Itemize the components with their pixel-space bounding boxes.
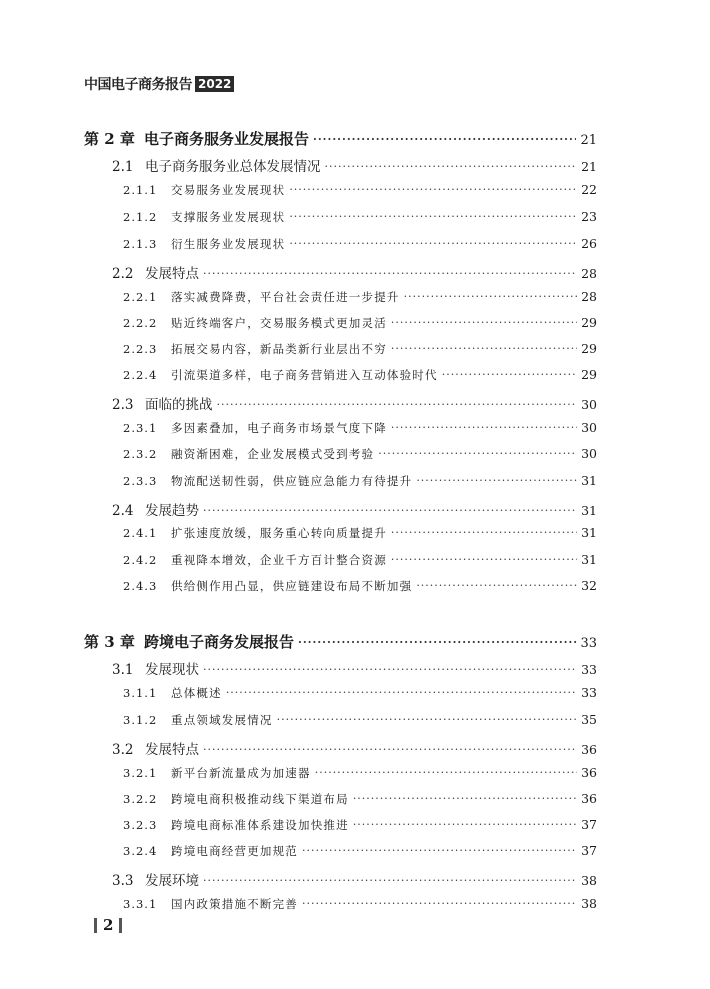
toc-subsection-entry[interactable] xyxy=(123,420,597,436)
toc-entry-title: 新平台新流量成为加速器 xyxy=(171,766,311,780)
toc-entry-page: 28 xyxy=(581,266,597,281)
toc-section-entry[interactable] xyxy=(112,155,597,175)
toc-entry-number: 2.3.1 xyxy=(123,421,158,435)
toc-entry-page: 36 xyxy=(581,742,597,757)
toc-dot-leader xyxy=(391,526,577,538)
toc-entry-page: 21 xyxy=(580,133,597,148)
toc-entry-number: 3.2 xyxy=(112,742,134,758)
toc-dot-leader xyxy=(203,502,577,516)
toc-entry-number: 2.3 xyxy=(112,397,134,413)
toc-entry-title: 跨境电子商务发展报告 xyxy=(144,633,295,651)
toc-subsection-entry[interactable] xyxy=(123,817,597,833)
toc-entry-number: 2.1.2 xyxy=(123,210,158,224)
toc-dot-leader xyxy=(203,661,577,675)
toc-entry-title: 发展趋势 xyxy=(145,503,199,519)
toc-section-entry[interactable] xyxy=(112,262,597,282)
toc-entry-title: 供给侧作用凸显，供应链建设布局不断加强 xyxy=(171,579,413,593)
toc-subsection-entry[interactable] xyxy=(123,446,597,462)
toc-entry-title: 面临的挑战 xyxy=(145,397,213,413)
toc-section-entry[interactable] xyxy=(112,738,597,758)
toc-dot-leader xyxy=(353,818,577,830)
toc-entry-number: 3.3 xyxy=(112,873,134,889)
footer-bar-left xyxy=(94,918,97,933)
toc-entry-page: 29 xyxy=(581,341,597,356)
toc-dot-leader xyxy=(289,210,577,222)
toc-entry-page: 30 xyxy=(581,397,597,412)
toc-entry-number: 3.1.1 xyxy=(123,686,158,700)
toc-entry-number: 第 3 章 xyxy=(84,633,135,651)
toc-dot-leader xyxy=(302,844,577,856)
toc-entry-number: 2.4.2 xyxy=(123,553,158,567)
toc-dot-leader xyxy=(277,713,577,725)
report-year-badge: 2022 xyxy=(195,76,234,92)
toc-dot-leader xyxy=(302,897,577,909)
toc-dot-leader xyxy=(203,741,577,755)
toc-section-entry[interactable] xyxy=(112,869,597,889)
toc-entry-title: 重视降本增效，企业千方百计整合资源 xyxy=(171,553,387,567)
toc-dot-leader xyxy=(416,579,577,591)
toc-entry-page: 31 xyxy=(581,525,597,540)
toc-entry-number: 第 2 章 xyxy=(84,130,135,148)
toc-entry-title: 国内政策措施不断完善 xyxy=(171,897,298,911)
toc-entry-number: 3.2.1 xyxy=(123,766,158,780)
toc-subsection-entry[interactable] xyxy=(123,182,597,198)
toc-entry-title: 电子商务服务业总体发展情况 xyxy=(145,159,321,175)
toc-entry-page: 31 xyxy=(581,552,597,567)
toc-entry-page: 30 xyxy=(581,420,597,435)
toc-subsection-entry[interactable] xyxy=(123,896,597,912)
toc-subsection-entry[interactable] xyxy=(123,685,597,701)
toc-entry-title: 发展特点 xyxy=(145,742,199,758)
toc-entry-page: 31 xyxy=(581,503,597,518)
toc-entry-number: 3.1.2 xyxy=(123,713,158,727)
toc-entry-number: 2.3.3 xyxy=(123,474,158,488)
toc-dot-leader xyxy=(378,447,577,459)
toc-entry-page: 33 xyxy=(581,685,597,700)
toc-entry-number: 2.4.1 xyxy=(123,526,158,540)
toc-dot-leader xyxy=(313,129,576,144)
toc-entry-number: 2.2 xyxy=(112,266,134,282)
toc-dot-leader xyxy=(203,265,577,279)
toc-dot-leader xyxy=(325,158,578,172)
toc-entry-title: 衍生服务业发展现状 xyxy=(171,237,286,251)
toc-dot-leader xyxy=(315,766,577,778)
toc-entry-page: 35 xyxy=(581,712,597,727)
toc-entry-title: 多因素叠加，电子商务市场景气度下降 xyxy=(171,421,387,435)
toc-dot-leader xyxy=(404,290,577,302)
toc-entry-number: 3.3.1 xyxy=(123,897,158,911)
report-title: 中国电子商务报告 xyxy=(84,77,192,93)
toc-entry-number: 2.1.1 xyxy=(123,183,158,197)
toc-subsection-entry[interactable] xyxy=(123,765,597,781)
toc-entry-title: 引流渠道多样，电子商务营销进入互动体验时代 xyxy=(171,368,438,382)
toc-entry-page: 37 xyxy=(581,843,597,858)
toc-subsection-entry[interactable] xyxy=(123,791,597,807)
toc-entry-page: 33 xyxy=(581,662,597,677)
toc-dot-leader xyxy=(391,421,577,433)
toc-entry-number: 2.1.3 xyxy=(123,237,158,251)
toc-dot-leader xyxy=(298,632,576,647)
toc-chapter-entry[interactable] xyxy=(84,128,597,149)
toc-section-entry[interactable] xyxy=(112,393,597,413)
toc-entry-title: 跨境电商积极推动线下渠道布局 xyxy=(171,792,349,806)
toc-entry-page: 36 xyxy=(581,765,597,780)
toc-entry-page: 33 xyxy=(580,636,597,651)
toc-entry-number: 2.4.3 xyxy=(123,579,158,593)
toc-dot-leader xyxy=(226,686,577,698)
toc-subsection-entry[interactable] xyxy=(123,712,597,728)
toc-entry-number: 2.3.2 xyxy=(123,447,158,461)
toc-entry-title: 扩张速度放缓，服务重心转向质量提升 xyxy=(171,526,387,540)
toc-entry-title: 重点领域发展情况 xyxy=(171,713,273,727)
toc-entry-page: 37 xyxy=(581,817,597,832)
footer-bar-right xyxy=(119,918,122,933)
toc-entry-title: 发展现状 xyxy=(145,662,199,678)
toc-dot-leader xyxy=(416,474,577,486)
toc-subsection-entry[interactable] xyxy=(123,341,597,357)
toc-chapter-entry[interactable] xyxy=(84,631,597,652)
toc-entry-number: 2.1 xyxy=(112,159,134,175)
toc-entry-number: 2.2.4 xyxy=(123,368,158,382)
toc-entry-title: 电子商务服务业发展报告 xyxy=(144,130,310,148)
toc-entry-page: 23 xyxy=(581,209,597,224)
toc-subsection-entry[interactable] xyxy=(123,209,597,225)
toc-entry-page: 21 xyxy=(581,159,597,174)
page-footer xyxy=(88,916,128,934)
toc-section-entry[interactable] xyxy=(112,499,597,519)
toc-entry-number: 3.2.3 xyxy=(123,818,158,832)
toc-dot-leader xyxy=(391,316,577,328)
toc-dot-leader xyxy=(442,368,577,380)
toc-entry-title: 物流配送韧性弱，供应链应急能力有待提升 xyxy=(171,474,413,488)
toc-subsection-entry[interactable] xyxy=(123,473,597,489)
toc-subsection-entry[interactable] xyxy=(123,525,597,541)
toc-entry-title: 交易服务业发展现状 xyxy=(171,183,286,197)
toc-entry-number: 3.2.4 xyxy=(123,844,158,858)
toc-subsection-entry[interactable] xyxy=(123,552,597,568)
toc-entry-page: 38 xyxy=(581,873,597,888)
toc-entry-number: 2.2.3 xyxy=(123,342,158,356)
toc-entry-page: 29 xyxy=(581,367,597,382)
toc-entry-number: 2.2.1 xyxy=(123,290,158,304)
toc-subsection-entry[interactable] xyxy=(123,289,597,305)
toc-entry-number: 3.2.2 xyxy=(123,792,158,806)
toc-entry-number: 2.4 xyxy=(112,503,134,519)
toc-entry-page: 32 xyxy=(581,578,597,593)
toc-entry-page: 31 xyxy=(581,473,597,488)
toc-entry-title: 落实减费降费，平台社会责任进一步提升 xyxy=(171,290,400,304)
toc-entry-title: 融资渐困难，企业发展模式受到考验 xyxy=(171,447,375,461)
toc-dot-leader xyxy=(353,792,577,804)
toc-entry-page: 22 xyxy=(581,182,597,197)
toc-dot-leader xyxy=(217,396,578,410)
toc-dot-leader xyxy=(289,183,577,195)
toc-entry-title: 拓展交易内容，新品类新行业层出不穷 xyxy=(171,342,387,356)
toc-entry-title: 支撑服务业发展现状 xyxy=(171,210,286,224)
toc-entry-page: 30 xyxy=(581,446,597,461)
toc-entry-page: 38 xyxy=(581,896,597,911)
toc-section-entry[interactable] xyxy=(112,658,597,678)
toc-subsection-entry[interactable] xyxy=(123,843,597,859)
toc-entry-page: 29 xyxy=(581,315,597,330)
toc-dot-leader xyxy=(391,553,577,565)
toc-dot-leader xyxy=(289,237,577,249)
toc-entry-page: 26 xyxy=(581,236,597,251)
toc-subsection-entry[interactable] xyxy=(123,236,597,252)
toc-entry-title: 贴近终端客户，交易服务模式更加灵活 xyxy=(171,316,387,330)
toc-entry-title: 发展环境 xyxy=(145,873,199,889)
toc-entry-title: 总体概述 xyxy=(171,686,222,700)
toc-entry-page: 36 xyxy=(581,791,597,806)
toc-subsection-entry[interactable] xyxy=(123,578,597,594)
toc-entry-page: 28 xyxy=(581,289,597,304)
toc-subsection-entry[interactable] xyxy=(123,367,597,383)
toc-entry-number: 3.1 xyxy=(112,662,134,678)
toc-entry-number: 2.2.2 xyxy=(123,316,158,330)
toc-dot-leader xyxy=(391,342,577,354)
toc-dot-leader xyxy=(203,872,577,886)
toc-entry-title: 跨境电商经营更加规范 xyxy=(171,844,298,858)
page-number: 2 xyxy=(103,916,114,934)
toc-entry-title: 跨境电商标准体系建设加快推进 xyxy=(171,818,349,832)
toc-subsection-entry[interactable] xyxy=(123,315,597,331)
toc-entry-title: 发展特点 xyxy=(145,266,199,282)
